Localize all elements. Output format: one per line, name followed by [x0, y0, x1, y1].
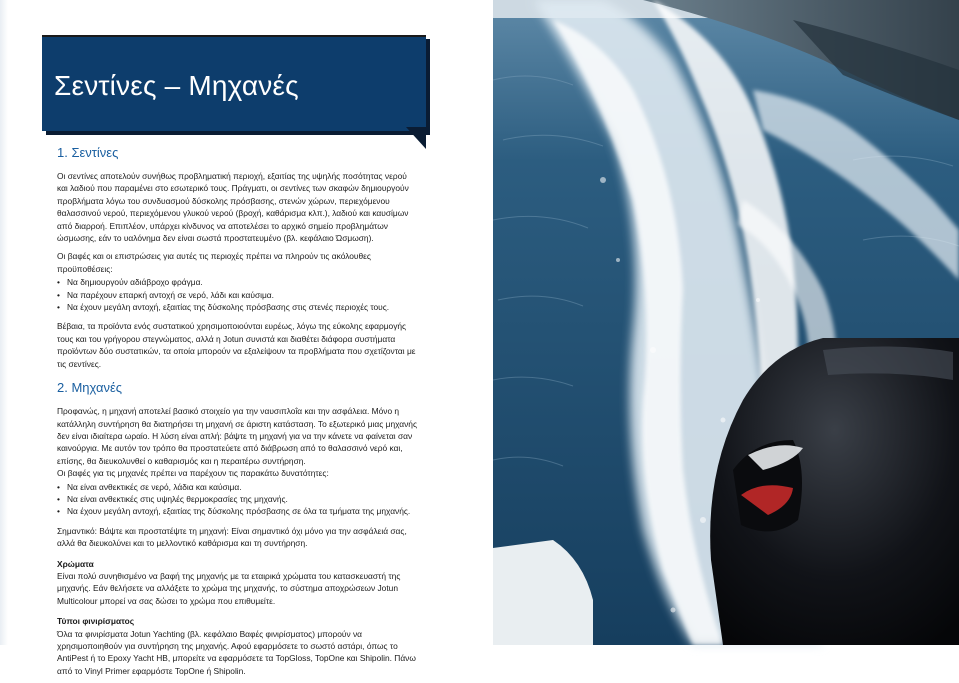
title-banner	[42, 35, 426, 131]
left-page	[0, 0, 468, 676]
boat-wake-illustration	[493, 0, 959, 645]
engines-important-note: Σημαντικό: Βάψτε και προστατέψτε τη μηχανή: Είναι σημαντικό όχι μόνο για την ασφάλειά σας, αλλά θα διευκολύνει και το μελλοντικό καθάρισμα και τη συντήρηση.	[57, 525, 407, 549]
list-item: • Να έχουν μεγάλη αντοχή, εξαιτίας της δύσκολης πρόσβασης στις στενές περιοχές τους.	[57, 301, 417, 313]
finish-types-text: Όλα τα φινιρίσματα Jotun Yachting (βλ. κεφάλαιο Βαφές φινιρίσματος) μπορούν να χρησιμοποιηθούν για συντήρηση της μηχανής. Αφού εφαρμόσετε το σωστό αστάρι, όπως το AntiPest ή το Epoxy Yacht HB, μπορείτε να εφαρμόσετε τα TopGloss, TopOne και Shipolin. Πάνω από το Vinyl Primer εφαρμόστε TopOne ή Shipolin.	[57, 628, 416, 676]
section-heading-engines: 2. Μηχανές	[57, 380, 123, 396]
page-edge	[0, 0, 8, 645]
page-title: Σεντίνες – Μηχανές	[54, 70, 299, 101]
list-item: • Να παρέχουν επαρκή αντοχή σε νερό, λάδι και καύσιμα.	[57, 289, 417, 301]
bilges-products: Βέβαια, τα προϊόντα ενός συστατικού χρησιμοποιούνται ευρέως, λόγω της εύκολης εφαρμογής τους και του γρήγορου στεγνώματος, αλλά η Jotun συνιστά και διαθέτει διάφορα συστήματα προϊόντων δύο συστατικών, τα οποία μπορούν να εξαλείψουν τα προβλήματα που σχετίζονται με τις σεντίνες.	[57, 321, 416, 369]
bilges-intro: Οι σεντίνες αποτελούν συνήθως προβληματική περιοχή, εξαιτίας της υψηλής ποσότητας νερού και λαδιού που παραμένει στο εσωτερικό τους. Πράγματι, οι σεντίνες των σκαφών δημιουργούν προβλήματα λόγω του συνδυασμού δύσκολης πρόσβασης, στενών χώρων, περιεχόμενου θαλασσινού νερού, περιεχόμενου γλυκού νερού (βροχή, καθάρισμα κλπ.), λαδιού και καυσίμων από διαρροή. Επιπλέον, υπάρχει κίνδυνος να αποτελέσει το αρχικό σημείο προβλημάτων ώσμωσης, εάν το υαλόνημα δεν είναι σωστά προστατευμένο (βλ. κεφάλαιο Ώσμωση).	[57, 171, 409, 244]
article-body	[57, 145, 417, 683]
bilges-requirements: Οι βαφές και οι επιστρώσεις για αυτές τις περιοχές πρέπει να πληρούν τις ακόλουθες προϋποθέσεις:	[57, 251, 371, 274]
section-heading-bilges: 1. Σεντίνες	[57, 145, 119, 160]
subheading-finish-types: Τύποι φινιρίσματος	[57, 616, 135, 627]
engines-requirements-list	[57, 481, 417, 518]
engines-intro: Προφανώς, η μηχανή αποτελεί βασικό στοιχείο για την ναυσιπλοΐα και την ασφάλεια. Μόνο η κατάλληλη συντήρηση θα διατηρήσει τη μηχανή σε άριστη κατάσταση. Το εξωτερικό μιας μηχανής δεν είναι ιδιαίτερα ωραίο. Η λύση είναι απλή: βάψτε τη μηχανή για να την κάνετε να φαίνεται σαν καινούργια. Με αυτόν τον τρόπο θα προστατεύετε από διάβρωση από το θαλασσινό νερό και, επίσης, θα διευκολυνθεί ο καθαρισμός και η περαιτέρω συντήρηση.	[57, 406, 418, 466]
engines-requirements: Οι βαφές για τις μηχανές πρέπει να παρέχουν τις παρακάτω δυνατότητες:	[57, 468, 329, 479]
boat-wake-photo	[493, 0, 959, 645]
subheading-colours: Χρώματα	[57, 558, 94, 569]
list-item: • Να δημιουργούν αδιάβροχο φράγμα.	[57, 276, 417, 288]
list-item: • Να είναι ανθεκτικές σε νερό, λάδια και καύσιμα.	[57, 481, 417, 493]
list-item: • Να έχουν μεγάλη αντοχή, εξαιτίας της δύσκολης πρόσβασης σε όλα τα τμήματα της μηχανής.	[57, 505, 417, 517]
bilges-requirements-list	[57, 276, 417, 313]
colours-text: Είναι πολύ συνηθισμένο να βαφή της μηχανής με τα εταιρικά χρώματα του κατασκευαστή της μηχανής. Εάν θελήσετε να αλλάξετε το χρώμα της μηχανής, το σύστημα αποχρώσεων Jotun Multicolour μπορεί να σας δώσει το χρώμα που επιθυμείτε.	[57, 570, 401, 606]
list-item: • Να είναι ανθεκτικές στις υψηλές θερμοκρασίες της μηχανής.	[57, 493, 417, 505]
